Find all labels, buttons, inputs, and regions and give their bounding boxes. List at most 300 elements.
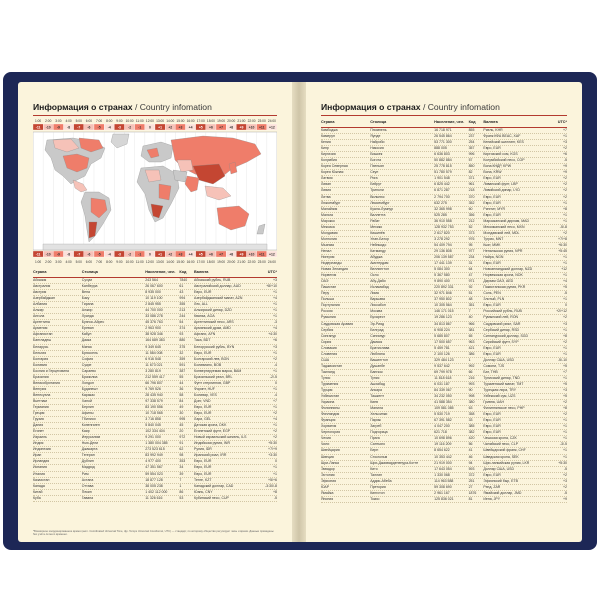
cell-code: 591 [179, 362, 186, 367]
cell-currency: Канадский доллар, CAD [194, 483, 234, 488]
tz-offset-label: +12 [269, 252, 275, 257]
cell-country: ОАЭ [321, 279, 329, 284]
land-east-africa [159, 184, 171, 200]
cell-utc: -3 [273, 320, 277, 325]
book-gutter [292, 82, 306, 542]
cell-code: 32 [179, 350, 184, 355]
cell-utc: +5:45 [558, 248, 567, 253]
cell-currency: Евро, EUR [483, 176, 501, 181]
tz-time-label: 4:00 [65, 119, 72, 123]
cell-currency: Евро, EUR [194, 471, 212, 476]
cell-capital: Копенгаген [81, 423, 100, 428]
cell-currency: Кубинский песо, CUP [194, 495, 229, 500]
cell-utc: +3 [563, 388, 567, 393]
cell-utc: +1 [563, 327, 567, 332]
cell-utc: +9 [563, 170, 567, 175]
col-population: Население, чел. [145, 270, 176, 274]
cell-code: 234 [468, 254, 475, 259]
cell-country: Пакистан [321, 285, 337, 290]
cell-utc: +1 [563, 200, 567, 205]
cell-capital: Загреб [370, 424, 382, 429]
tz-time-label: 20:00 [227, 260, 236, 264]
cell-population: 164 689 383 [145, 338, 165, 343]
cell-capital: Брюссель [81, 350, 98, 355]
cell-population: 53 771 300 [434, 140, 452, 145]
cell-code: 244 [179, 314, 186, 319]
cell-currency: Колумбийский песо, COP [483, 158, 525, 163]
cell-population: 59 308 690 [434, 484, 452, 489]
cell-population: 32 971 846 [434, 291, 452, 296]
tz-offset-label: -6 [87, 125, 91, 130]
tz-time-label: 2:00 [45, 260, 52, 264]
cell-country: Боливия [33, 362, 47, 367]
cell-population: 6 871 287 [434, 188, 450, 193]
tz-offset-label: -9 [56, 252, 60, 257]
left-title-rule [33, 115, 277, 116]
cell-utc: +1 [563, 254, 567, 259]
cell-capital: Найроби [370, 140, 385, 145]
cell-code: 98 [179, 453, 184, 458]
cell-currency: Ливанский фунт, LBP [483, 182, 518, 187]
right-title-bold: Информация о странах [321, 102, 421, 112]
cell-currency: Боливиано, BOB [194, 362, 222, 367]
cell-capital: Луанда [81, 314, 94, 319]
cell-population: 32 365 998 [434, 206, 452, 211]
cell-code: 254 [468, 140, 475, 145]
cell-code: 1876 [468, 490, 477, 495]
tz-offset-label: +7 [219, 125, 224, 130]
cell-capital: Подгорица [370, 430, 388, 435]
cell-code: 371 [468, 176, 475, 181]
cell-utc: +5 [563, 381, 567, 386]
cell-utc: +6 [563, 152, 567, 157]
cell-population: 67 391 582 [434, 418, 452, 423]
cell-code: 351 [468, 303, 475, 308]
tz-time-label: 15:00 [176, 260, 185, 264]
cell-capital: Мехико [370, 224, 383, 229]
cell-population: 4 977 400 [145, 459, 161, 464]
tz-offset-label: 0 [148, 125, 151, 130]
cell-capital: Париж [370, 418, 381, 423]
cell-country: Румыния [321, 315, 336, 320]
cell-currency: Российский рубль, RUB [483, 309, 522, 314]
cell-population: 273 523 615 [145, 447, 165, 452]
cell-capital: Манила [370, 406, 383, 411]
cell-population: 11 818 618 [434, 375, 452, 380]
cell-code: 993 [468, 381, 475, 386]
cell-utc: +1 [273, 368, 277, 373]
tz-time-label: 23:00 [257, 119, 266, 123]
tz-time-label: 9:00 [116, 260, 123, 264]
cell-capital: Бразилиа [81, 374, 98, 379]
cell-currency: Ринггит, MYR [483, 206, 506, 211]
cell-country: Люксембург [321, 200, 341, 205]
cell-population: 54 409 794 [434, 242, 452, 247]
tz-time-label: 18:00 [206, 260, 215, 264]
left-country-table [33, 270, 277, 502]
cell-utc: +12 [561, 267, 567, 272]
cell-population: 888 005 [434, 146, 447, 151]
cell-country: Филиппины [321, 406, 340, 411]
tz-offset-label: -1 [138, 125, 142, 130]
cell-capital: Рим [81, 471, 89, 476]
cell-currency: Туркменский манат, TMT [483, 381, 524, 386]
cell-currency: Шри-ланкийская рупия, LKR [483, 460, 530, 465]
cell-currency: Гривна, UAH [483, 400, 505, 405]
cell-code: 62 [179, 447, 184, 452]
cell-currency: Доллар США, USD [483, 357, 514, 362]
cell-country: Ирландия [33, 459, 50, 464]
cell-capital: Тирана [81, 302, 94, 307]
cell-capital: Рабат [370, 218, 380, 223]
tz-offset-label: -3 [117, 252, 121, 257]
tz-offset-label: -1 [138, 252, 142, 257]
cell-country: Бангладеш [33, 338, 52, 343]
cell-population: 220 892 331 [434, 285, 454, 290]
cell-code: 373 [468, 230, 475, 235]
cell-capital: Сантьяго [370, 442, 386, 447]
cell-code: 1 [468, 357, 471, 362]
cell-country: Китай [33, 489, 43, 494]
cell-code: 41 [468, 448, 473, 453]
cell-country: Венгрия [33, 386, 47, 391]
cell-currency: Киргизский сом, KGS [483, 152, 518, 157]
cell-population: 3 716 858 [145, 417, 161, 422]
cell-capital: Куала-Лумпур [370, 206, 394, 211]
cell-currency: Найра, NGN [483, 254, 504, 259]
cell-capital: Стокгольм [370, 454, 388, 459]
cell-code: 374 [179, 326, 186, 331]
cell-country: Словения [321, 351, 338, 356]
cell-currency: Сингапурский доллар, SGD [483, 333, 529, 338]
tz-time-label: 5:00 [75, 260, 82, 264]
cell-population: 5 840 045 [145, 423, 161, 428]
cell-currency: Кенийский шиллинг, KES [483, 140, 524, 145]
cell-population: 102 334 404 [145, 429, 165, 434]
cell-country: Япония [321, 496, 334, 501]
cell-code: 48 [468, 297, 473, 302]
cell-country: Турция [321, 388, 333, 393]
cell-capital: Афины [81, 411, 94, 416]
cell-currency: Боливар, VES [194, 392, 217, 397]
cell-country: Болгария [33, 356, 49, 361]
cell-currency: Соль, PEN [483, 291, 501, 296]
cell-currency: Евро, EUR [483, 261, 501, 266]
cell-population: 4 047 200 [434, 424, 450, 429]
cell-currency: Пакистанская рупия, PKR [483, 285, 526, 290]
cell-code: 237 [468, 134, 475, 139]
cell-country: Колумбия [321, 158, 337, 163]
cell-country: Перу [321, 291, 330, 296]
tz-offset-label: +12 [269, 125, 275, 130]
cell-utc: +2 [273, 411, 277, 416]
cell-utc: +1 [563, 261, 567, 266]
cell-capital: Вашингтон [370, 357, 388, 362]
cell-capital: Валлетта [370, 212, 386, 217]
tz-offset-label: +5 [198, 252, 203, 257]
cell-capital: Астана [81, 477, 94, 482]
cell-country: Мексика [321, 224, 335, 229]
cell-code: 994 [179, 296, 186, 301]
cell-code: 992 [468, 363, 475, 368]
cell-code: 356 [468, 212, 475, 217]
cell-utc: +3 [563, 140, 567, 145]
cell-population: 8 935 000 [145, 290, 161, 295]
cell-capital: Аддис-Абеба [370, 478, 392, 483]
cell-code: 34 [179, 465, 184, 470]
cell-population: 25 778 815 [434, 164, 452, 169]
col-country: Страна [33, 270, 47, 274]
cell-code: 94 [468, 460, 473, 465]
tz-offset-label: +5 [198, 125, 203, 130]
cell-code: 45 [179, 423, 184, 428]
col-population: Население, чел. [434, 120, 465, 124]
cell-population: 51 780 579 [434, 170, 452, 175]
tz-time-label: 7:00 [95, 260, 103, 264]
cell-code: 1 [179, 483, 182, 488]
col-currency: Валюта [483, 120, 498, 124]
right-page [306, 82, 582, 542]
cell-capital: Бухарест [370, 315, 386, 320]
cell-currency: Марокканский дирхам, MAD [483, 218, 530, 223]
cell-population: 41 588 354 [434, 400, 452, 405]
cell-population: 66 796 807 [145, 380, 163, 385]
cell-utc: +4 [273, 296, 277, 301]
cell-currency: Болгарский лев, BGN [194, 356, 229, 361]
cell-code: 61 [179, 284, 184, 289]
cell-capital: Ханой [81, 398, 92, 403]
cell-code: 55 [179, 374, 184, 379]
tz-time-label: 24:00 [267, 260, 276, 264]
cell-country: Монголия [321, 236, 337, 241]
cell-capital: Канберра [81, 284, 98, 289]
cell-population: 38 928 346 [145, 332, 163, 337]
cell-code: 7 [468, 309, 471, 314]
cell-capital: Никосия [370, 146, 384, 151]
cell-utc: +8 [563, 206, 567, 211]
cell-population: 84 339 067 [434, 388, 452, 393]
cell-utc: +7 [563, 369, 567, 374]
cell-population: 632 275 [434, 200, 447, 205]
left-page [18, 82, 292, 542]
cell-utc: +2 [273, 356, 277, 361]
cell-code: 52 [468, 224, 473, 229]
tz-offset-label: -11 [35, 252, 41, 257]
cell-code: 64 [468, 267, 473, 272]
cell-currency: Евро, EUR [483, 418, 501, 423]
tz-time-label: 4:00 [65, 260, 72, 264]
cell-capital: Тунис [370, 375, 380, 380]
cell-currency: Эфиопский быр, ETB [483, 478, 518, 483]
cell-code: 57 [468, 158, 473, 163]
tz-time-label: 13:00 [156, 260, 165, 264]
tz-time-label: 23:00 [257, 260, 266, 264]
cell-capital: Кишинёв [370, 230, 385, 235]
cell-utc: 0 [565, 303, 567, 308]
cell-population: 34 232 050 [434, 394, 452, 399]
cell-population: 5 367 580 [434, 273, 450, 278]
cell-currency: Сирийский фунт, SYP [483, 339, 519, 344]
cell-country: Венесуэла [33, 392, 51, 397]
cell-code: 7 [179, 477, 182, 482]
cell-currency: Евро, EUR [483, 345, 501, 350]
cell-code: 420 [468, 436, 475, 441]
cell-capital: Претория [370, 484, 386, 489]
cell-utc: +2 [273, 429, 277, 434]
cell-utc: +4 [273, 417, 277, 422]
cell-capital: Пномпень [370, 128, 387, 132]
tz-offset-label: +7 [219, 252, 224, 257]
cell-code: 381 [468, 327, 475, 332]
cell-country: Словакия [321, 345, 337, 350]
cell-country: ЮАР [321, 484, 330, 489]
cell-population: 1 901 548 [434, 176, 450, 181]
cell-capital: Каир [81, 429, 90, 434]
tz-offset-label: +6 [208, 125, 213, 130]
cell-population: 8 654 622 [434, 448, 450, 453]
cell-capital: Дакка [81, 338, 92, 343]
cell-population: 36 910 558 [434, 218, 452, 223]
cell-currency: Тенге, KZT [194, 477, 212, 482]
cell-country: Чехия [321, 436, 331, 441]
cell-country: Грузия [33, 417, 44, 422]
cell-country: Таджикистан [321, 363, 342, 368]
cell-utc: +1 [273, 386, 277, 391]
tz-time-label: 8:00 [106, 260, 113, 264]
cell-country: Молдавия [321, 230, 338, 235]
tz-offset-label: +11 [258, 252, 265, 257]
cell-code: 357 [468, 146, 475, 151]
cell-population: 2 794 700 [434, 194, 450, 199]
cell-code: 359 [179, 356, 186, 361]
cell-code: 7840 [179, 278, 188, 282]
cell-population: 29 136 808 [434, 248, 452, 253]
cell-population: 2 961 167 [434, 490, 450, 495]
cell-utc: +1 [563, 218, 567, 223]
cell-population: 97 338 579 [145, 398, 163, 403]
cell-population: 10 718 565 [145, 411, 163, 416]
cell-currency: Евро, EUR [483, 303, 501, 308]
cell-capital: Лондон [81, 380, 94, 385]
col-currency: Валюта [194, 270, 209, 274]
tz-offset-label: -8 [67, 252, 71, 257]
cell-utc: +5:30 [558, 460, 567, 465]
cell-code: 58 [179, 392, 184, 397]
cell-utc: +1 [563, 418, 567, 423]
cell-utc: -5/-8 [559, 224, 567, 229]
cell-population: 10 119 100 [145, 296, 163, 301]
cell-code: 976 [468, 236, 475, 241]
cell-country: Черногория [321, 430, 341, 435]
col-code: Код [179, 270, 187, 274]
cell-capital: Любляна [370, 351, 385, 356]
tz-offset-label: -2 [128, 252, 132, 257]
cell-code: 358 [468, 412, 475, 417]
cell-population: 26 545 864 [434, 134, 452, 139]
cell-population: 10 698 896 [434, 436, 452, 441]
cell-population: 9 349 645 [145, 344, 161, 349]
cell-capital: Эр-Рияд [370, 321, 385, 326]
cell-population: 2 963 900 [145, 326, 161, 331]
cell-utc: +2 [563, 484, 567, 489]
cell-utc: +1 [273, 314, 277, 319]
cell-capital: Богота [370, 158, 382, 163]
tz-offset-label: -10 [45, 252, 51, 257]
cell-country: Узбекистан [321, 394, 340, 399]
tz-time-label: 9:00 [116, 119, 123, 123]
tz-time-label: 6:00 [85, 260, 93, 264]
cell-capital: Душанбе [370, 363, 385, 368]
cell-utc: +2 [563, 194, 567, 199]
cell-currency: Новый израильский шекель, ILS [194, 435, 247, 440]
cell-population: 1 380 004 385 [145, 441, 168, 446]
cell-country: Армения [33, 326, 48, 331]
cell-population: 5 084 300 [434, 267, 450, 272]
right-title-sub: / Country infomation [420, 102, 500, 112]
cell-population: 16 718 971 [434, 128, 452, 132]
cell-capital: София [81, 356, 94, 361]
cell-currency: Египетский фунт, EGP [194, 429, 231, 434]
cell-utc: +6 [273, 338, 277, 343]
cell-country: Малайзия [321, 206, 338, 211]
cell-currency: Иена, JPY [483, 496, 501, 501]
cell-code: 370 [468, 194, 475, 199]
cell-utc: +1 [273, 471, 277, 476]
cell-utc: +5:30 [268, 441, 277, 446]
cell-population: 3 278 292 [434, 236, 450, 241]
cell-capital: Яунде [370, 134, 381, 139]
cell-population: 69 799 978 [434, 369, 452, 374]
cell-currency: Австралийский доллар, AUD [194, 284, 241, 289]
cell-population: 109 581 085 [434, 406, 454, 411]
cell-capital: Тбилиси [81, 417, 96, 422]
tz-offset-label: +1 [158, 125, 163, 130]
tz-time-label: 14:00 [166, 260, 175, 264]
cell-country: Непал [321, 248, 332, 253]
cell-population: 44 700 000 [145, 308, 163, 313]
cell-country: Беларусь [33, 344, 49, 349]
cell-currency: Швейцарский франк, CHF [483, 448, 526, 453]
cell-country: Египет [33, 429, 44, 434]
cell-currency: Чешская крона, CZK [483, 436, 517, 441]
cell-country: Босния и Герцеговина [33, 368, 69, 373]
cell-utc: +7/+8 [558, 236, 567, 241]
tz-bottom-time-labels [35, 260, 276, 264]
cell-country: Германия [33, 404, 49, 409]
tz-time-label: 18:00 [206, 119, 215, 123]
cell-code: 82 [468, 170, 473, 175]
cell-currency: Форинт, HUF [194, 386, 215, 391]
cell-currency: Евро, EUR [194, 465, 212, 470]
cell-country: Туркмения [321, 381, 339, 386]
cell-utc: -5/-10 [557, 357, 567, 362]
cell-utc: +5 [563, 394, 567, 399]
cell-country: Корея Южная [321, 170, 344, 175]
cell-utc: 0 [275, 380, 277, 385]
tz-time-label: 17:00 [196, 119, 205, 123]
cell-country: Финляндия [321, 412, 340, 417]
cell-utc: +8 [563, 333, 567, 338]
cell-utc: +1 [563, 454, 567, 459]
tz-offset-label: -3 [117, 125, 121, 130]
cell-currency: Ямайский доллар, JMD [483, 490, 522, 495]
tz-time-label: 16:00 [186, 260, 195, 264]
cell-currency: Кванза, AOA [194, 314, 215, 319]
cell-country: Индия [33, 441, 44, 446]
col-code: Код [468, 120, 476, 124]
cell-currency: Евро, EUR [483, 351, 501, 356]
col-utc: UTC* [557, 120, 567, 124]
